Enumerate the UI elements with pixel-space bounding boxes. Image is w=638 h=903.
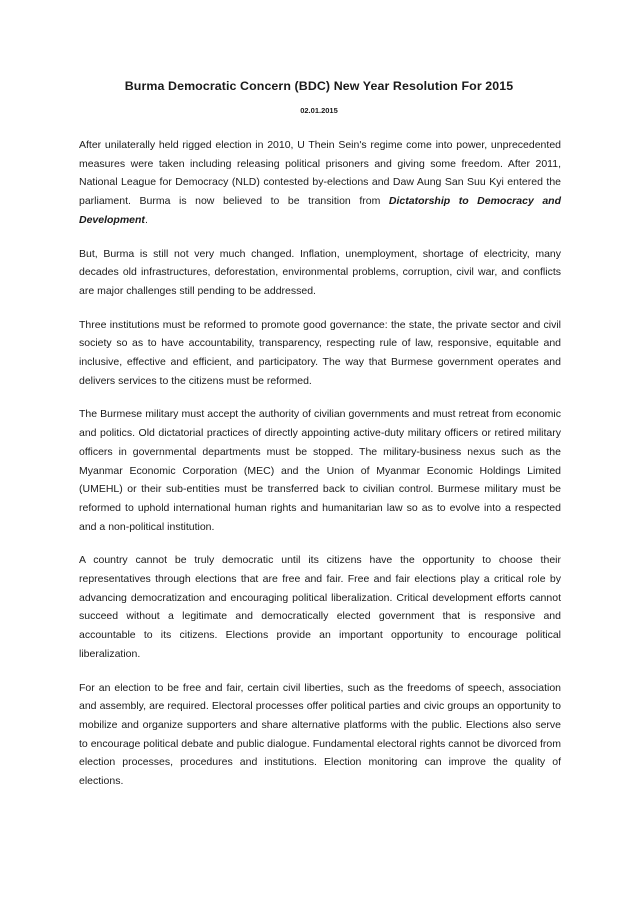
paragraph-2: But, Burma is still not very much changed. Inflation, unemployment, shortage of electricity, many decades old infrastructures, deforestation, environmental problems, corruption, civil war, and conflicts are major challenges still pending to be addressed. (79, 247, 561, 297)
paragraph-3: Three institutions must be reformed to promote good governance: the state, the private sector and civil society so as to have accountability, transparency, respecting rule of law, responsive, equitable and inclusive, effective and efficient, and participatory. The way that Burmese government operates and delivers services to the citizens must be reformed. (79, 318, 561, 387)
paragraph-6: For an election to be free and fair, certain civil liberties, such as the freedoms of speech, association and assembly, are required. Electoral processes offer political parties and civic groups an opportunity to mobilize and organize supporters and share alternative platforms with the public. Elections also serve to encourage political debate and public dialogue. Fundamental electoral rights cannot be divorced from election processes, procedures and institutions. Election monitoring can improve the quality of elections. (79, 681, 561, 788)
paragraph-1 (79, 136, 561, 230)
paragraph-4: The Burmese military must accept the authority of civilian governments and must retreat from economic and politics. Old dictatorial practices of directly appointing active-duty military officers or retired military officers in governmental departments must be stopped. The military-business nexus such as the Myanmar Economic Corporation (MEC) and the Union of Myanmar Economic Holdings Limited (UMEHL) or their sub-entities must be transferred back to civilian control. Burmese military must be reformed to uphold international human rights and humanitarian law so as to evolve into a respected and a non-political institution. (79, 408, 561, 533)
document-title: Burma Democratic Concern (BDC) New Year Resolution For 2015 (124, 79, 514, 93)
paragraph-1-text: After unilaterally held rigged election in 2010, U Thein Sein's regime come into power, unprecedented measures were taken including releasing political prisoners and giving some freedom. After 2011, National League for Democracy (NLD) contested by-elections and Daw Aung San Suu Kyi entered the parliament. Burma is now believed to be transition from (79, 139, 561, 208)
document-body (79, 136, 561, 806)
document-date: 02.01.2015 (300, 106, 338, 115)
paragraph-1-end: . (144, 213, 148, 226)
paragraph-1-emphasis: Dictatorship to Democracy and Development (79, 195, 562, 226)
paragraph-5: A country cannot be truly democratic until its citizens have the opportunity to choose their representatives through elections that are free and fair. Free and fair elections play a critical role by advancing democratization and encouraging political liberalization. Critical development efforts cannot succeed without a legitimate and democratically elected government that is responsive and accountable to its citizens. Elections provide an important opportunity to encourage political liberalization. (79, 554, 561, 660)
